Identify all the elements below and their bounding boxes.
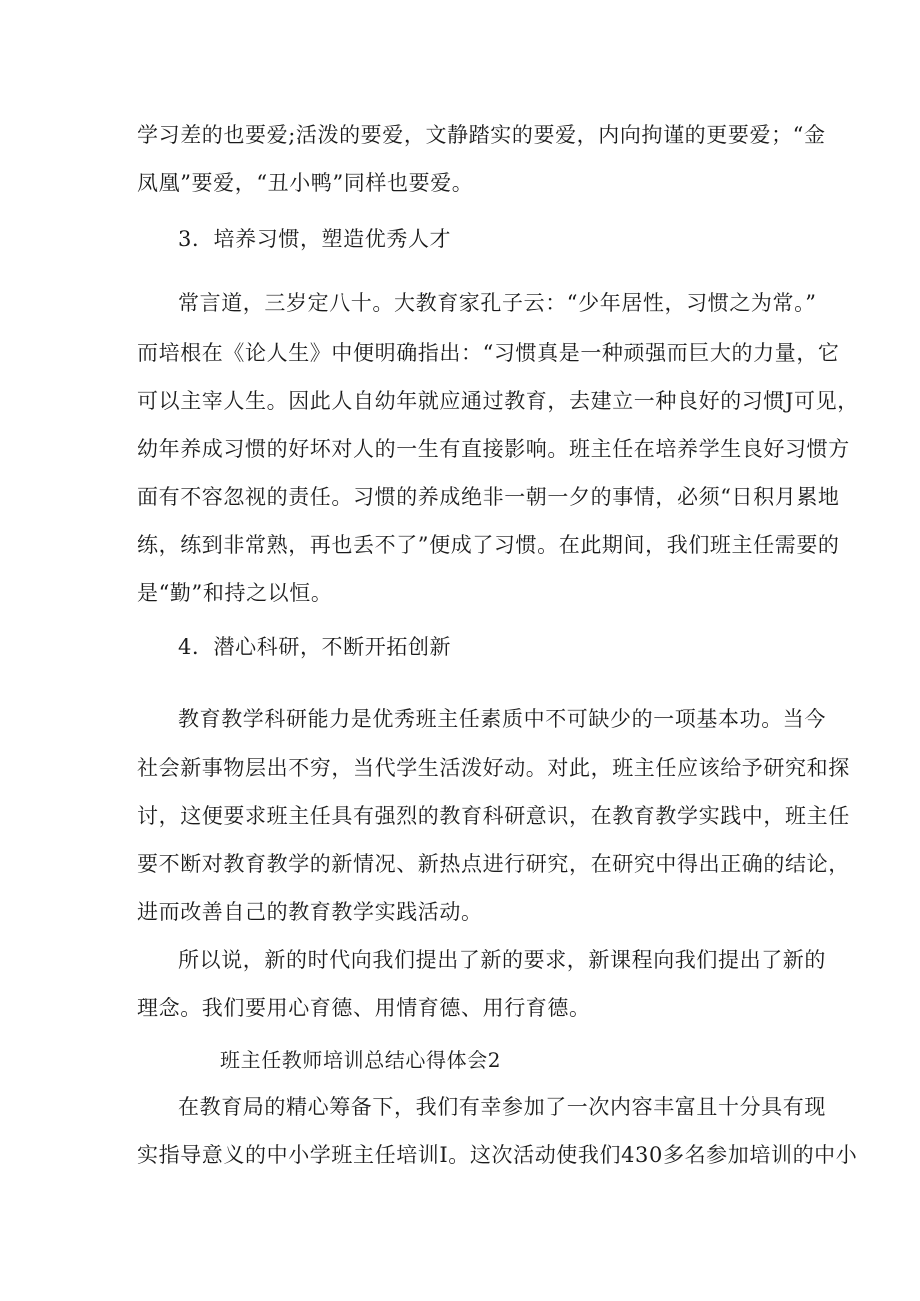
section-heading-4: 4．潜心科研，不断开拓创新: [178, 635, 452, 659]
text-line-15: 要不断对教育教学的新情况、新热点进行研究，在研究中得出正确的结论，: [137, 852, 850, 876]
article-title: 班主任教师培训总结心得体会2: [220, 1048, 502, 1072]
text-line-6: 可以主宰人生。因此人自幼年就应通过教育，去建立一种良好的习惯J可见，: [137, 389, 859, 413]
text-line-10: 是“勤”和持之以恒。: [137, 581, 333, 605]
text-line-14: 讨，这便要求班主任具有强烈的教育科研意识，在教育教学实践中，班主任: [137, 804, 850, 828]
text-line-5: 而培根在《论人生》中便明确指出：“习惯真是一种顽强而巨大的力量，它: [137, 341, 840, 365]
section-heading-3: 3．培养习惯，塑造优秀人才: [178, 227, 452, 251]
text-line-13: 社会新事物层出不穷，当代学生活泼好动。对此，班主任应该给予研究和探: [137, 756, 850, 780]
text-line-2: 凤凰”要爱，“丑小鸭”同样也要爱。: [137, 171, 474, 195]
text-line-1: 学习差的也要爱;活泼的要爱，文静踏实的要爱，内向拘谨的更要爱；“金: [137, 123, 826, 147]
text-line-17: 所以说，新的时代向我们提出了新的要求，新课程向我们提出了新的: [178, 948, 826, 972]
text-line-20: 在教育局的精心筹备下，我们有幸参加了一次内容丰富且十分具有现: [178, 1095, 826, 1119]
text-line-21: 实指导意义的中小学班主任培训I。这次活动使我们430多名参加培训的中小: [137, 1143, 858, 1167]
text-line-18: 理念。我们要用心育德、用情育德、用行育德。: [137, 996, 591, 1020]
text-line-16: 进而改善自己的教育教学实践活动。: [137, 900, 483, 924]
text-line-8: 面有不容忽视的责任。习惯的养成绝非一朝一夕的事情，必须“日积月累地: [137, 485, 840, 509]
text-line-9: 练，练到非常熟，再也丢不了”便成了习惯。在此期间，我们班主任需要的: [137, 533, 840, 557]
text-line-12: 教育教学科研能力是优秀班主任素质中不可缺少的一项基本功。当今: [178, 707, 826, 731]
text-line-7: 幼年养成习惯的好坏对人的一生有直接影响。班主任在培养学生良好习惯方: [137, 437, 850, 461]
text-line-4: 常言道，三岁定八十。大教育家孔子云：“少年居性，习惯之为常。”: [178, 291, 817, 315]
